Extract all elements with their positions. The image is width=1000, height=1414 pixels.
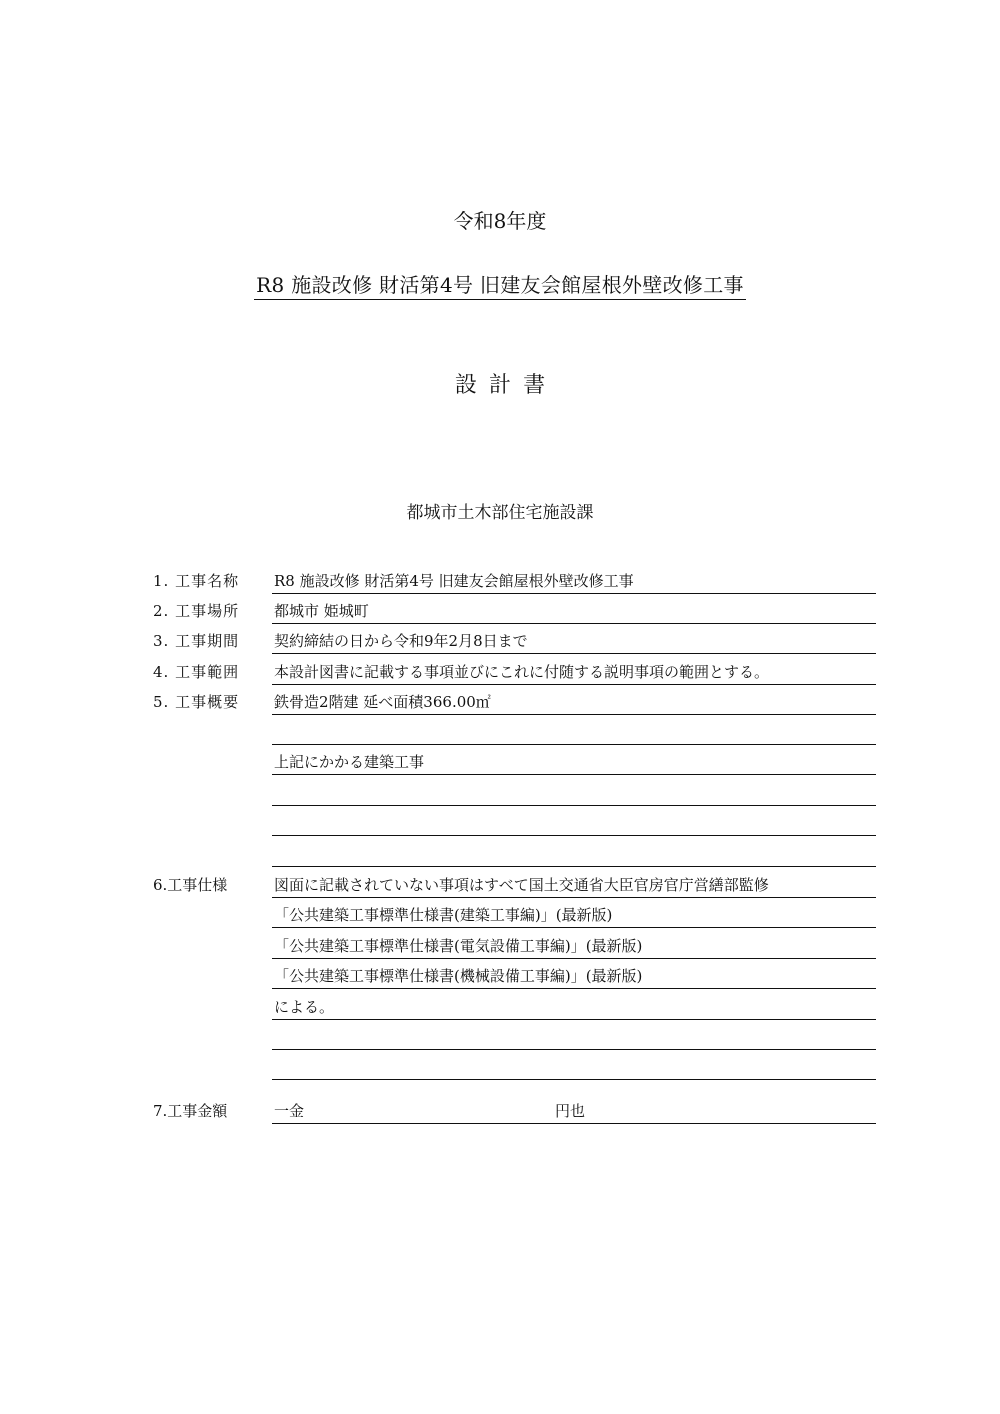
item-row-scope <box>0 655 1000 685</box>
item-row-overview <box>0 685 1000 715</box>
item-value-scope: 本設計図書に記載する事項並びにこれに付随する説明事項の範囲とする。 <box>274 663 770 681</box>
overview-row <box>0 806 1000 836</box>
amount-suffix: 円也 <box>555 1102 586 1120</box>
item-label-location: 2. 工事場所 <box>153 602 240 620</box>
overview-line: 上記にかかる建築工事 <box>274 753 425 771</box>
item-value-name: R8 施設改修 財活第4号 旧建友会館屋根外壁改修工事 <box>274 572 634 590</box>
underline <box>272 927 876 928</box>
underline <box>272 835 876 836</box>
project-title-heading <box>0 269 1000 300</box>
underline <box>272 653 876 654</box>
spec-line: 「公共建築工事標準仕様書(建築工事編)」(最新版) <box>274 906 613 924</box>
item-row-amount <box>0 1094 1000 1124</box>
spec-line: による。 <box>274 998 335 1016</box>
amount-prefix: 一金 <box>274 1102 305 1120</box>
spec-row <box>0 959 1000 989</box>
underline <box>272 1123 876 1124</box>
item-label-spec: 6.工事仕様 <box>153 876 228 894</box>
item-row-name <box>0 564 1000 594</box>
item-label-name: 1. 工事名称 <box>153 572 240 590</box>
item-label-period: 3. 工事期間 <box>153 632 240 650</box>
item-value-location: 都城市 姫城町 <box>274 602 369 620</box>
project-title: R8 施設改修 財活第4号 旧建友会館屋根外壁改修工事 <box>254 269 746 300</box>
item-value-period: 契約締結の日から令和9年2月8日まで <box>274 632 528 650</box>
spec-line: 「公共建築工事標準仕様書(機械設備工事編)」(最新版) <box>274 967 643 985</box>
spec-row <box>0 990 1000 1020</box>
department-name: 都城市土木部住宅施設課 <box>406 503 594 523</box>
underline <box>272 866 876 867</box>
spec-row <box>0 1050 1000 1080</box>
spec-row <box>0 929 1000 959</box>
item-label-amount: 7.工事金額 <box>153 1102 228 1120</box>
item-label-overview: 5. 工事概要 <box>153 693 240 711</box>
overview-row <box>0 715 1000 745</box>
spec-line: 「公共建築工事標準仕様書(電気設備工事編)」(最新版) <box>274 937 643 955</box>
document-title: 設計書 <box>454 373 558 398</box>
overview-row <box>0 776 1000 806</box>
spec-row <box>0 898 1000 928</box>
item-row-period <box>0 624 1000 654</box>
item-label-scope: 4. 工事範囲 <box>153 663 240 681</box>
item-row-spec <box>0 868 1000 898</box>
overview-line: 鉄骨造2階建 延べ面積366.00㎡ <box>274 693 491 711</box>
overview-row <box>0 745 1000 775</box>
spec-row <box>0 1020 1000 1050</box>
underline <box>272 774 876 775</box>
overview-row <box>0 837 1000 867</box>
item-row-location <box>0 594 1000 624</box>
underline <box>272 988 876 989</box>
underline <box>272 1079 876 1080</box>
spec-line: 図面に記載されていない事項はすべて国土交通省大臣官房官庁営繕部監修 <box>274 876 769 894</box>
fiscal-year: 令和8年度 <box>453 209 547 233</box>
